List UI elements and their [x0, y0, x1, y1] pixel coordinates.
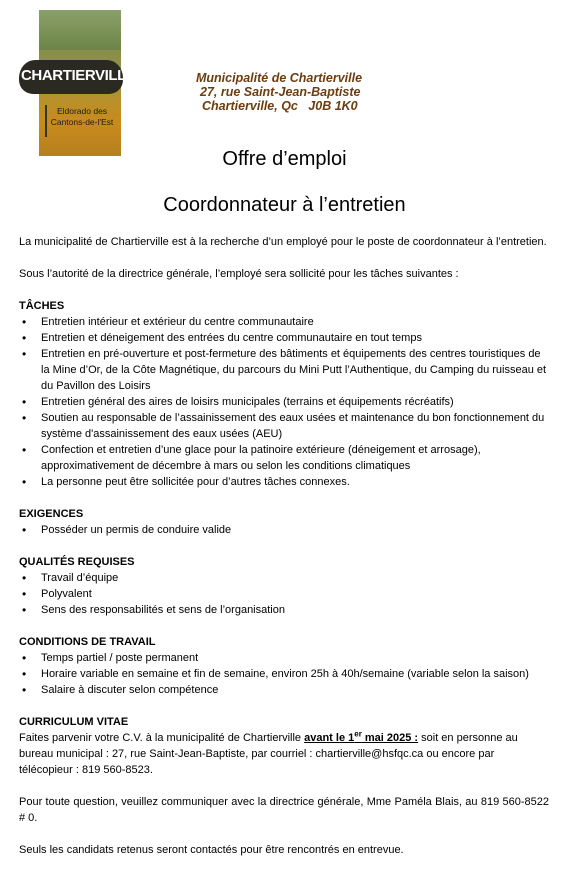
logo-tagline-line2: Cantons-de-l'Est: [50, 117, 114, 127]
cv-text-after: soit en personne au bureau municipal : 27, rue Saint-Jean-Baptiste, par courriel : chartierville@hsfqc.ca ou encore par télécopieur : 819 560-8523.: [19, 732, 518, 776]
list-item: • Confection et entretien d’une glace pour la patinoire extérieure (déneigement et arrosage), approximativement de décembre à mars ou selon les conditions climatiques: [19, 442, 549, 474]
municipality-logo: [19, 10, 136, 156]
list-item: • Posséder un permis de conduire valide: [19, 522, 549, 538]
list-item: • Entretien intérieur et extérieur du centre communautaire: [19, 314, 549, 330]
cv-paragraph: [19, 730, 549, 778]
logo-tagline-line1: Eldorado des: [56, 106, 108, 116]
cv-deadline-part1: avant le 1: [304, 732, 355, 744]
intro-paragraph: La municipalité de Chartierville est à la recherche d’un employé pour le poste de coordonnateur à l’entretien.: [19, 236, 547, 248]
address-line3: Chartierville, Qc J0B 1K0: [202, 99, 358, 113]
list-item: • Entretien général des aires de loisirs municipales (terrains et équipements récréatifs): [19, 394, 549, 410]
document-title: Offre d’emploi: [222, 148, 347, 170]
logo-mountain: [39, 10, 121, 50]
logo-tagline: [43, 106, 121, 128]
logo-name: CHARTIERVILLE: [21, 67, 136, 84]
qualites-heading: QUALITÉS REQUISES: [19, 556, 135, 568]
cv-text-before: Faites parvenir votre C.V. à la municipalité de Chartierville: [19, 732, 305, 744]
address-line1: Municipalité de Chartierville: [196, 71, 363, 85]
list-item: • Horaire variable en semaine et fin de semaine, environ 25h à 40h/semaine (variable selon la saison): [19, 666, 549, 682]
list-item: • Polyvalent: [19, 586, 549, 602]
taches-list: [19, 314, 549, 490]
list-item: • Entretien et déneigement des entrées du centre communautaire en tout temps: [19, 330, 549, 346]
conditions-list: [19, 650, 549, 698]
address-block: [196, 71, 362, 113]
list-item: • Salaire à discuter selon compétence: [19, 682, 549, 698]
list-item: • Entretien en pré-ouverture et post-fermeture des bâtiments et équipements des centres touristiques de la Mine d’Or, de la Côte Magnétique, du parcours du Mini Putt l’Authentique, du Camping du ruisseau et du Pavillon des Loisirs: [19, 346, 549, 394]
cv-deadline-sup: er: [354, 729, 362, 739]
list-item: • Travail d’équipe: [19, 570, 549, 586]
job-title: Coordonnateur à l’entretien: [163, 194, 406, 216]
document-body: [19, 234, 549, 858]
cv-deadline-part2: mai 2025 :: [361, 732, 419, 744]
conditions-heading: CONDITIONS DE TRAVAIL: [19, 636, 156, 648]
taches-heading: TÂCHES: [19, 300, 65, 312]
cv-deadline: [304, 729, 419, 744]
address-line2: 27, rue Saint-Jean-Baptiste: [200, 85, 361, 99]
exigences-heading: EXIGENCES: [19, 508, 84, 520]
cv-heading: CURRICULUM VITAE: [19, 716, 129, 728]
exigences-list: [19, 522, 549, 538]
list-item: • La personne peut être sollicitée pour d’autres tâches connexes.: [19, 474, 549, 490]
closing-paragraph: Seuls les candidats retenus seront contactés pour être rencontrés en entrevue.: [19, 844, 404, 856]
list-item: • Soutien au responsable de l’assainissement des eaux usées et maintenance du bon fonctionnement du système d'assainissement des eaux usées (AEU): [19, 410, 549, 442]
authority-paragraph: Sous l’autorité de la directrice générale, l’employé sera sollicité pour les tâches suivantes :: [19, 268, 459, 280]
list-item: • Sens des responsabilités et sens de l’organisation: [19, 602, 549, 618]
list-item: • Temps partiel / poste permanent: [19, 650, 549, 666]
question-paragraph: Pour toute question, veuillez communiquer avec la directrice générale, Mme Paméla Blais, au 819 560-8522 # 0.: [19, 796, 549, 824]
qualites-list: [19, 570, 549, 618]
